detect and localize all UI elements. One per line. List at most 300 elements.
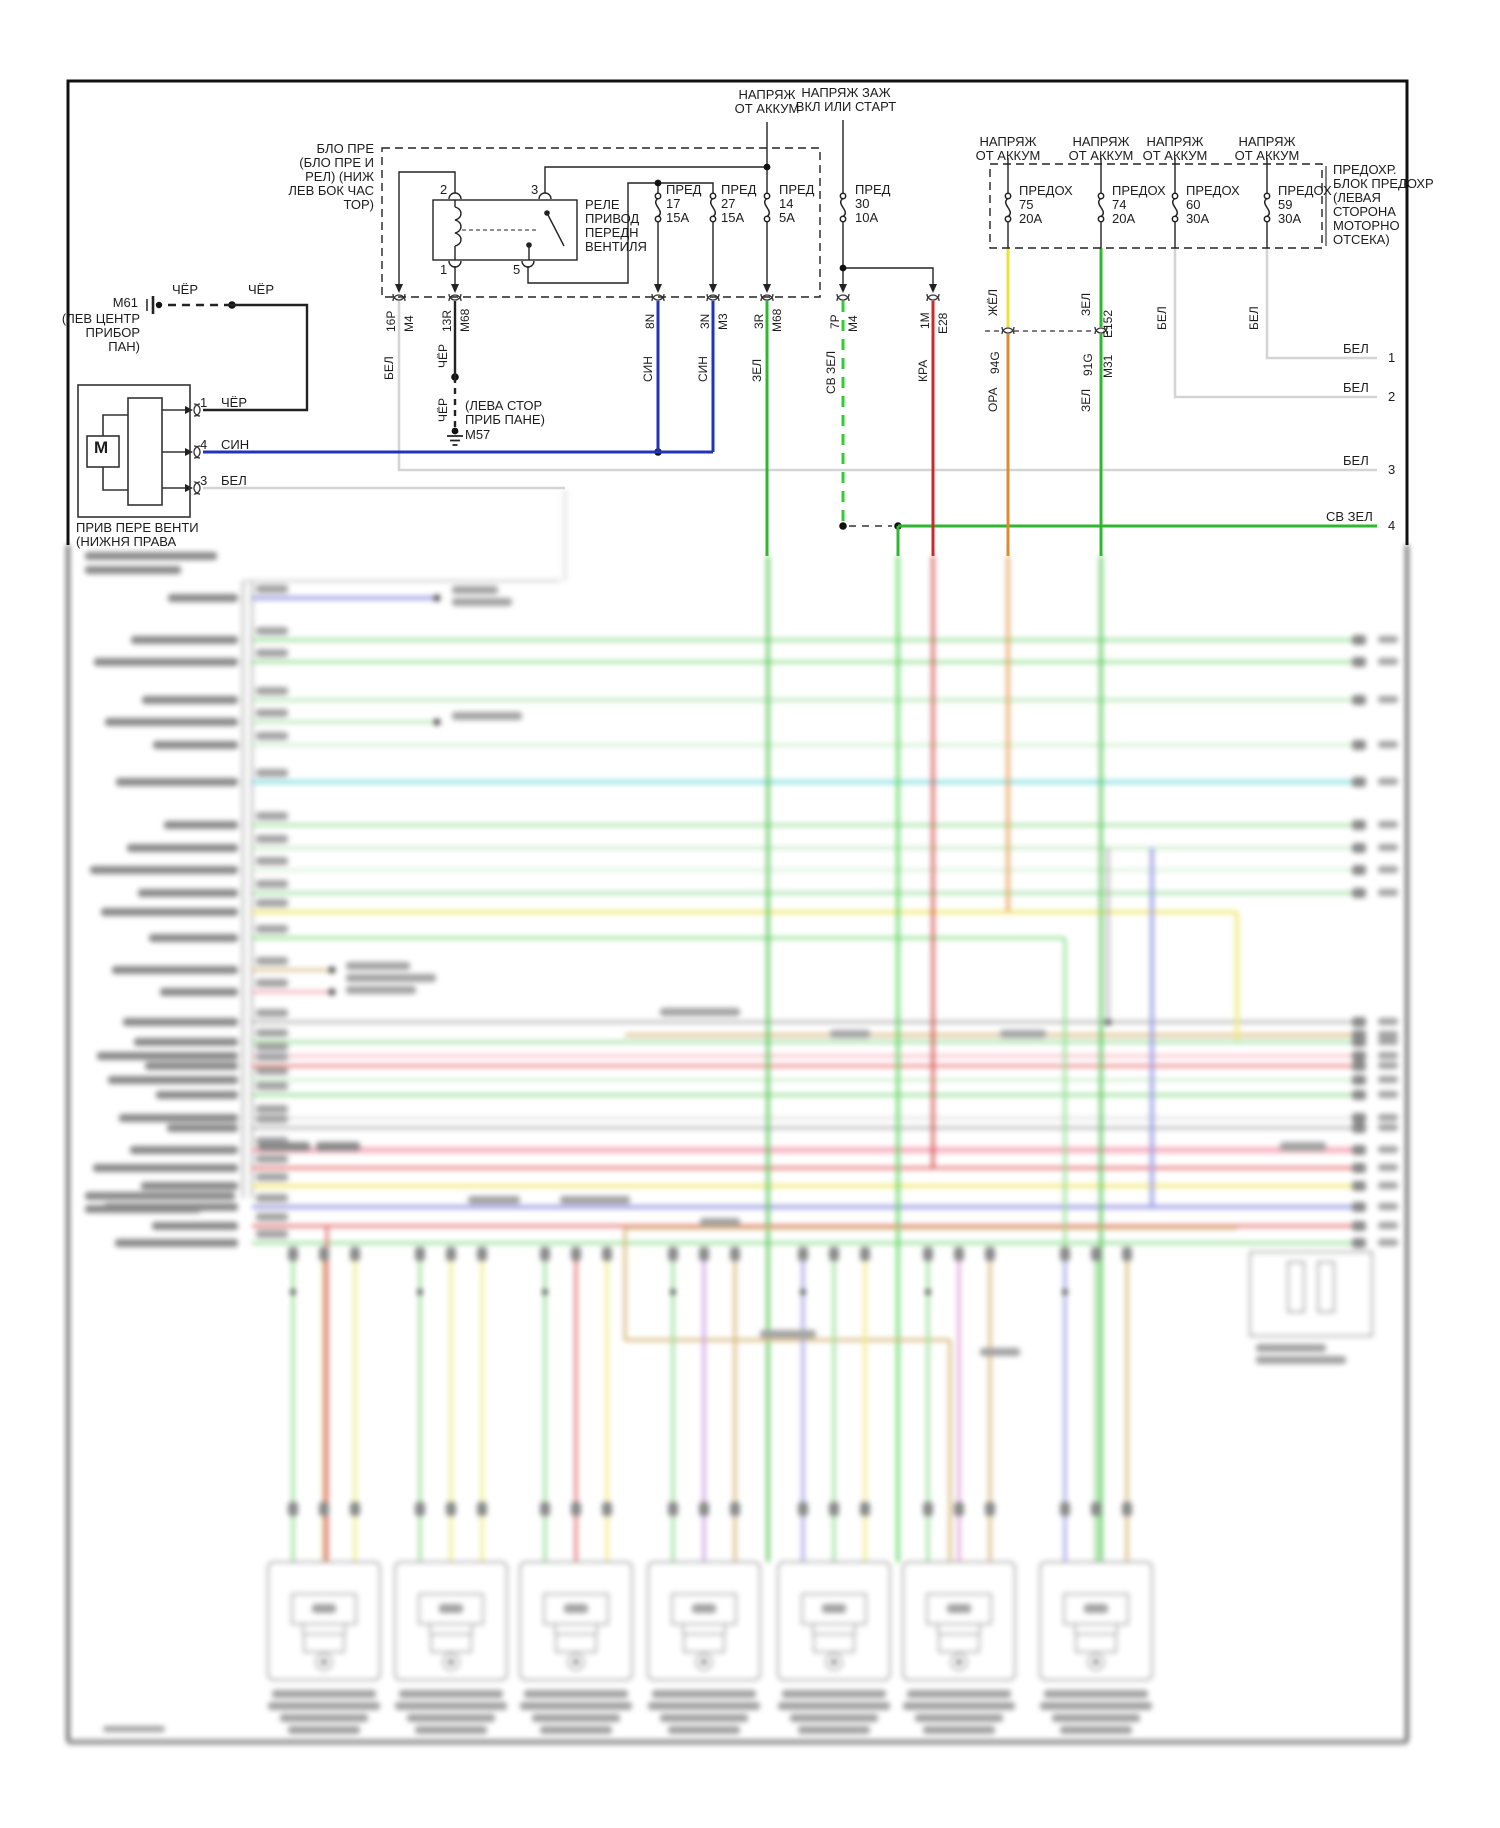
edge4-num: 4 — [1388, 518, 1396, 533]
fuse30-amp: 10А — [855, 210, 879, 225]
fuse14-name: ПРЕД — [779, 182, 815, 197]
blurred-text-blob — [1378, 1052, 1398, 1059]
blurred-text-blob — [268, 1702, 380, 1710]
edge2-num: 2 — [1388, 389, 1396, 404]
relay-name-3: ПЕРЕДН — [585, 225, 639, 240]
edge4-color: СВ ЗЕЛ — [1326, 509, 1373, 524]
blurred-text-blob — [256, 1115, 288, 1123]
blurred-text-blob — [1040, 1702, 1152, 1710]
motor-pin4-color: СИН — [221, 437, 250, 452]
blurred-dot — [800, 1289, 806, 1295]
blurred-text-blob — [571, 1247, 581, 1261]
blurred-text-blob — [923, 1502, 933, 1516]
blurred-text-blob — [524, 1690, 628, 1698]
blurred-text-blob — [1352, 1037, 1366, 1047]
blurred-text-blob — [319, 1502, 329, 1516]
motor-pin1-color: ЧЁР — [221, 395, 248, 410]
edge2-color: БЕЛ — [1343, 380, 1369, 395]
blurred-text-blob — [138, 889, 238, 897]
blurred-text-blob — [152, 1222, 238, 1230]
wire-sin-vert-2: СИН — [696, 356, 710, 382]
relay-name-4: ВЕНТИЛЯ — [585, 239, 647, 254]
blurred-text-blob — [256, 1194, 288, 1202]
motor-caption-2: (НИЖНЯ ПРАВА — [76, 534, 177, 549]
motor-symbol: М — [94, 438, 109, 457]
blurred-text-blob — [141, 1182, 238, 1190]
batt-header60-2: ОТ АККУМ — [1142, 148, 1208, 163]
fuse14-num: 14 — [779, 196, 794, 211]
blurred-text-blob — [540, 1502, 550, 1516]
blurred-text-blob — [1352, 1017, 1366, 1027]
fusebox-title-6: ОТСЕКА) — [1333, 232, 1390, 247]
blurred-text-blob — [1378, 1146, 1398, 1153]
m61-location-2: ПРИБОР — [85, 325, 140, 340]
blurred-text-blob — [652, 1690, 756, 1698]
blurred-text-blob — [452, 598, 512, 606]
blurred-text-blob — [85, 1192, 235, 1200]
blurred-text-blob — [477, 1247, 487, 1261]
wire-color-cher-1: ЧЁР — [172, 282, 199, 297]
blurred-text-blob — [1352, 1202, 1366, 1212]
pin-code-1m: 1М — [918, 312, 932, 329]
batt-header60-1: НАПРЯЖ — [1146, 134, 1204, 149]
blurred-text-blob — [1378, 821, 1398, 828]
blurred-text-blob — [1122, 1502, 1132, 1516]
blurred-text-blob — [923, 1726, 995, 1734]
blurred-text-blob — [1060, 1726, 1132, 1734]
batt-header-2: ОТ АККУМ — [734, 101, 800, 116]
blurred-text-blob — [256, 1053, 288, 1061]
conn-code-m4-1: М4 — [402, 315, 416, 332]
blurred-text-blob — [407, 1714, 495, 1722]
blurred-text-blob — [112, 966, 238, 974]
blurred-text-blob — [477, 1502, 487, 1516]
fuse17-name: ПРЕД — [666, 182, 702, 197]
blurred-text-blob — [256, 812, 288, 820]
batt-header75-2: ОТ АККУМ — [975, 148, 1041, 163]
batt-header74-1: НАПРЯЖ — [1072, 134, 1130, 149]
relay-pin2: 2 — [440, 182, 448, 197]
blurred-text-blob — [980, 1348, 1020, 1356]
blurred-dot — [542, 1289, 548, 1295]
blurred-text-blob — [1378, 1164, 1398, 1171]
fuse30-num: 30 — [855, 196, 870, 211]
blurred-dot — [832, 1660, 837, 1665]
blurred-text-blob — [280, 1714, 368, 1722]
relay-block-title-4: ЛЕВ БОК ЧАС — [288, 183, 374, 198]
blurred-text-blob — [104, 1203, 238, 1211]
blurred-text-blob — [134, 1038, 238, 1046]
fuse75-name: ПРЕДОХ — [1019, 183, 1073, 198]
fuse74-num: 74 — [1112, 197, 1127, 212]
blurred-text-blob — [153, 741, 238, 749]
relay-name-1: РЕЛЕ — [585, 197, 620, 212]
blurred-text-blob — [156, 1091, 238, 1099]
edge3-color: БЕЛ — [1343, 453, 1369, 468]
blurred-text-blob — [256, 1009, 288, 1017]
blurred-text-blob — [1060, 1247, 1070, 1261]
blurred-text-blob — [103, 1726, 165, 1732]
blurred-text-blob — [668, 1247, 678, 1261]
blurred-text-blob — [954, 1502, 964, 1516]
fuse60-amp: 30А — [1186, 211, 1210, 226]
blurred-text-blob — [452, 586, 498, 594]
motor-pin3-num: 3 — [200, 473, 208, 488]
blurred-text-blob — [1352, 1075, 1366, 1085]
blurred-text-blob — [446, 1502, 456, 1516]
blurred-text-blob — [119, 1114, 238, 1122]
blurred-box — [556, 1634, 596, 1652]
blurred-text-blob — [660, 1714, 748, 1722]
blurred-text-blob — [346, 962, 410, 970]
blurred-text-blob — [1352, 865, 1366, 875]
blurred-text-blob — [1352, 657, 1366, 667]
blurred-text-blob — [1352, 635, 1366, 645]
blurred-text-blob — [256, 769, 288, 777]
fuse74-name: ПРЕДОХ — [1112, 183, 1166, 198]
blurred-dot — [1094, 1660, 1099, 1665]
ign-header-2: ВКЛ ИЛИ СТАРТ — [795, 99, 897, 114]
blurred-text-blob — [256, 709, 288, 717]
blurred-dot — [434, 719, 441, 726]
blurred-text-blob — [1256, 1356, 1346, 1364]
blurred-text-blob — [1352, 695, 1366, 705]
blurred-text-blob — [105, 718, 238, 726]
blurred-text-blob — [168, 594, 238, 602]
wire-bel59-vert: БЕЛ — [1247, 306, 1261, 330]
blurred-text-blob — [1352, 843, 1366, 853]
blurred-text-blob — [1378, 889, 1398, 896]
blurred-text-blob — [1084, 1604, 1108, 1613]
blurred-text-blob — [116, 778, 238, 786]
blurred-text-blob — [256, 1155, 288, 1163]
blurred-text-blob — [602, 1247, 612, 1261]
pin-code-7p: 7P — [828, 314, 842, 329]
blurred-box — [814, 1634, 854, 1652]
blurred-text-blob — [256, 979, 288, 987]
blurred-text-blob — [258, 1142, 310, 1151]
blurred-text-blob — [1378, 1031, 1398, 1038]
blurred-dot — [702, 1660, 707, 1665]
blurred-text-blob — [415, 1502, 425, 1516]
blurred-text-blob — [256, 732, 288, 740]
blurred-text-blob — [1352, 1090, 1366, 1100]
blurred-text-blob — [399, 1690, 503, 1698]
blurred-text-blob — [1378, 1222, 1398, 1229]
blurred-text-blob — [1352, 888, 1366, 898]
blurred-text-blob — [1378, 778, 1398, 785]
wire-zhel-vert: ЖЁЛ — [986, 289, 1000, 316]
blurred-text-blob — [760, 1330, 816, 1338]
batt-header-1: НАПРЯЖ — [738, 87, 796, 102]
blurred-text-blob — [1280, 1142, 1326, 1151]
blurred-text-blob — [123, 1018, 238, 1026]
blurred-text-blob — [1122, 1247, 1132, 1261]
blurred-text-blob — [415, 1726, 487, 1734]
blurred-text-blob — [1378, 1239, 1398, 1246]
blurred-text-blob — [256, 925, 288, 933]
blurred-text-blob — [903, 1702, 1015, 1710]
blurred-text-blob — [571, 1502, 581, 1516]
blurred-text-blob — [256, 1173, 288, 1181]
batt-header59-2: ОТ АККУМ — [1234, 148, 1300, 163]
blurred-text-blob — [446, 1247, 456, 1261]
wire-bel-vert: БЕЛ — [382, 356, 396, 380]
blurred-text-blob — [130, 1146, 238, 1154]
wire-ora-vert: ОРА — [986, 387, 1000, 412]
blurred-text-blob — [1352, 1061, 1366, 1071]
blurred-text-blob — [1378, 1091, 1398, 1098]
blurred-text-blob — [692, 1604, 716, 1613]
blurred-text-blob — [1378, 636, 1398, 643]
blurred-text-blob — [452, 712, 522, 720]
blurred-text-blob — [1352, 740, 1366, 750]
blurred-box — [684, 1634, 724, 1652]
blurred-text-blob — [164, 821, 238, 829]
conn-code-e152: Е152 — [1101, 309, 1115, 338]
batt-header74-2: ОТ АККУМ — [1068, 148, 1134, 163]
blurred-text-blob — [560, 1196, 630, 1204]
blurred-text-blob — [1378, 741, 1398, 748]
relay-block-title-2: (БЛО ПРЕ И — [299, 155, 374, 170]
conn-code-m68-1: М68 — [458, 308, 472, 332]
blurred-text-blob — [1352, 820, 1366, 830]
blurred-box — [1288, 1262, 1304, 1312]
fuse27-name: ПРЕД — [721, 182, 757, 197]
m61-location-1: (ЛЕВ ЦЕНТР — [61, 311, 140, 326]
wire-svzel-vert: СВ ЗЕЛ — [824, 350, 838, 394]
blurred-text-blob — [1378, 1076, 1398, 1083]
blurred-text-blob — [256, 857, 288, 865]
blurred-text-blob — [1352, 1221, 1366, 1231]
blurred-text-blob — [1256, 1344, 1326, 1352]
ign-header-1: НАПРЯЖ ЗАЖ — [801, 85, 891, 100]
batt-header59-1: НАПРЯЖ — [1238, 134, 1296, 149]
blurred-text-blob — [127, 844, 238, 852]
fuse30-name: ПРЕД — [855, 182, 891, 197]
blurred-text-blob — [782, 1690, 886, 1698]
blurred-text-blob — [97, 1052, 238, 1060]
conn-code-m3: М3 — [716, 313, 730, 330]
motor-pin1-num: 1 — [200, 395, 208, 410]
blurred-dot — [290, 1289, 296, 1295]
blurred-text-blob — [700, 1218, 740, 1226]
blurred-text-blob — [256, 1230, 288, 1238]
blurred-text-blob — [94, 658, 238, 666]
blurred-text-blob — [699, 1247, 709, 1261]
pin-code-13r: 13R — [440, 309, 454, 332]
blurred-box — [1318, 1262, 1334, 1312]
blurred-text-blob — [778, 1702, 890, 1710]
blurred-text-blob — [1352, 1181, 1366, 1191]
blurred-text-blob — [1378, 1038, 1398, 1045]
wire-zel74-vert: ЗЕЛ — [1079, 292, 1093, 316]
blurred-text-blob — [915, 1714, 1003, 1722]
conn-code-m68-2: М68 — [770, 308, 784, 332]
pin-code-3n: 3N — [698, 313, 712, 329]
relay-block-title-5: ТОР) — [343, 197, 374, 212]
blurred-text-blob — [468, 1196, 520, 1204]
blurred-text-blob — [101, 908, 238, 916]
blurred-text-blob — [1378, 844, 1398, 851]
blurred-text-blob — [1052, 1714, 1140, 1722]
blurred-text-blob — [1352, 1051, 1366, 1061]
fusebox-title-1: ПРЕДОХР. — [1333, 162, 1397, 177]
conn-code-94g: 94G — [988, 351, 1002, 374]
blurred-text-blob — [256, 880, 288, 888]
blurred-text-blob — [1352, 1123, 1366, 1133]
blurred-text-blob — [1352, 1238, 1366, 1248]
blurred-text-blob — [346, 986, 416, 994]
blurred-text-blob — [798, 1247, 808, 1261]
pin-code-16p: 16P — [384, 310, 398, 332]
fuse59-amp: 30А — [1278, 211, 1302, 226]
blurred-text-blob — [167, 1124, 238, 1132]
blurred-text-blob — [829, 1502, 839, 1516]
fuse75-num: 75 — [1019, 197, 1034, 212]
wire-cher-vert-1: ЧЁР — [436, 343, 450, 368]
pin-code-3r: 3R — [752, 313, 766, 329]
blurred-text-blob — [256, 1029, 288, 1037]
fuse27-num: 27 — [721, 196, 736, 211]
wire-color-cher-2: ЧЁР — [248, 282, 275, 297]
blurred-text-blob — [288, 1726, 360, 1734]
blurred-text-blob — [532, 1714, 620, 1722]
blurred-text-blob — [947, 1604, 971, 1613]
blurred-text-blob — [90, 866, 238, 874]
blurred-text-blob — [256, 899, 288, 907]
blurred-box — [304, 1634, 344, 1652]
blurred-text-blob — [395, 1702, 507, 1710]
blurred-text-blob — [272, 1690, 376, 1698]
blurred-dot — [1062, 1289, 1068, 1295]
wire-kra-vert: КРА — [916, 359, 930, 382]
blurred-text-blob — [256, 1043, 288, 1051]
blurred-dot — [925, 1289, 931, 1295]
conn-code-m31: М31 — [1101, 354, 1115, 378]
blurred-text-blob — [520, 1702, 632, 1710]
blurred-text-blob — [1378, 1018, 1398, 1025]
blurred-text-blob — [829, 1247, 839, 1261]
fuse60-name: ПРЕДОХ — [1186, 183, 1240, 198]
blurred-text-blob — [256, 585, 288, 593]
blurred-text-blob — [985, 1247, 995, 1261]
blurred-text-blob — [312, 1604, 336, 1613]
blurred-text-blob — [954, 1247, 964, 1261]
ground-name: М57 — [465, 427, 491, 442]
blurred-text-blob — [540, 1247, 550, 1261]
fuse59-name: ПРЕДОХ — [1278, 183, 1332, 198]
blurred-text-blob — [860, 1247, 870, 1261]
blurred-dot — [434, 595, 441, 602]
relay-pin5: 5 — [513, 262, 521, 277]
fuse27-amp: 15А — [721, 210, 745, 225]
edge3-num: 3 — [1388, 462, 1396, 477]
blurred-text-blob — [798, 1502, 808, 1516]
blurred-text-blob — [1378, 866, 1398, 873]
blurred-text-blob — [256, 957, 288, 965]
blurred-text-blob — [346, 974, 436, 982]
blurred-text-blob — [790, 1714, 878, 1722]
blurred-text-blob — [1000, 1030, 1046, 1038]
motor-pin3-color: БЕЛ — [221, 473, 247, 488]
ground-location-2: ПРИБ ПАНЕ) — [465, 412, 545, 427]
blurred-text-blob — [256, 1213, 288, 1221]
wire-sin-vert-1: СИН — [641, 356, 655, 382]
blurred-text-blob — [648, 1702, 760, 1710]
blurred-dot — [417, 1289, 423, 1295]
blurred-box — [939, 1634, 979, 1652]
blurred-text-blob — [1352, 777, 1366, 787]
wire-zel74b-vert: ЗЕЛ — [1079, 388, 1093, 412]
blurred-text-blob — [115, 1239, 238, 1247]
motor-pin4-num: 4 — [200, 437, 208, 452]
blurred-box — [1250, 1252, 1372, 1336]
blurred-text-blob — [439, 1604, 463, 1613]
blurred-text-blob — [319, 1247, 329, 1261]
conn-code-91g: 91G — [1081, 353, 1095, 376]
blurred-text-blob — [256, 627, 288, 635]
fusebox-title-4: СТОРОНА — [1333, 204, 1396, 219]
blurred-text-blob — [1060, 1502, 1070, 1516]
fuse17-num: 17 — [666, 196, 681, 211]
blurred-text-blob — [1352, 1113, 1366, 1123]
fuse75-amp: 20А — [1019, 211, 1043, 226]
fuse59-num: 59 — [1278, 197, 1293, 212]
relay-block-title-1: БЛО ПРЕ — [316, 141, 374, 156]
fusebox-title-5: МОТОРНО — [1333, 218, 1400, 233]
blurred-text-blob — [108, 1076, 238, 1084]
blurred-text-blob — [730, 1502, 740, 1516]
fusebox-title-2: БЛОК ПРЕДОХР — [1333, 176, 1434, 191]
blurred-text-blob — [160, 988, 238, 996]
blurred-text-blob — [1378, 1062, 1398, 1069]
blurred-text-blob — [145, 1062, 238, 1070]
blurred-text-blob — [860, 1502, 870, 1516]
blurred-text-blob — [256, 1082, 288, 1090]
blurred-text-blob — [256, 687, 288, 695]
blurred-text-blob — [256, 1105, 288, 1113]
blurred-dot — [322, 1660, 327, 1665]
blurred-text-blob — [1378, 696, 1398, 703]
blurred-text-blob — [85, 552, 217, 560]
blurred-text-blob — [699, 1502, 709, 1516]
blurred-text-blob — [564, 1604, 588, 1613]
fuse17-amp: 15А — [666, 210, 690, 225]
conn-code-m4-2: М4 — [846, 315, 860, 332]
blurred-text-blob — [1352, 1145, 1366, 1155]
blurred-text-blob — [730, 1247, 740, 1261]
wire-bel60-vert: БЕЛ — [1155, 306, 1169, 330]
blurred-text-blob — [85, 566, 181, 574]
relay-name-2: ПРИВОД — [585, 211, 640, 226]
blurred-text-blob — [668, 1726, 740, 1734]
conn-code-e28: Е28 — [936, 312, 950, 334]
blurred-text-blob — [830, 1030, 870, 1038]
blurred-text-blob — [985, 1502, 995, 1516]
fuse74-amp: 20А — [1112, 211, 1136, 226]
blurred-text-blob — [1378, 1182, 1398, 1189]
blurred-text-blob — [923, 1247, 933, 1261]
blurred-text-blob — [668, 1502, 678, 1516]
blurred-text-blob — [288, 1502, 298, 1516]
m61-label: М61 — [112, 295, 138, 310]
blurred-text-blob — [256, 1067, 288, 1075]
blurred-text-blob — [256, 835, 288, 843]
blurred-text-blob — [660, 1008, 740, 1016]
blurred-text-blob — [131, 636, 238, 644]
blurred-text-blob — [93, 1164, 238, 1172]
